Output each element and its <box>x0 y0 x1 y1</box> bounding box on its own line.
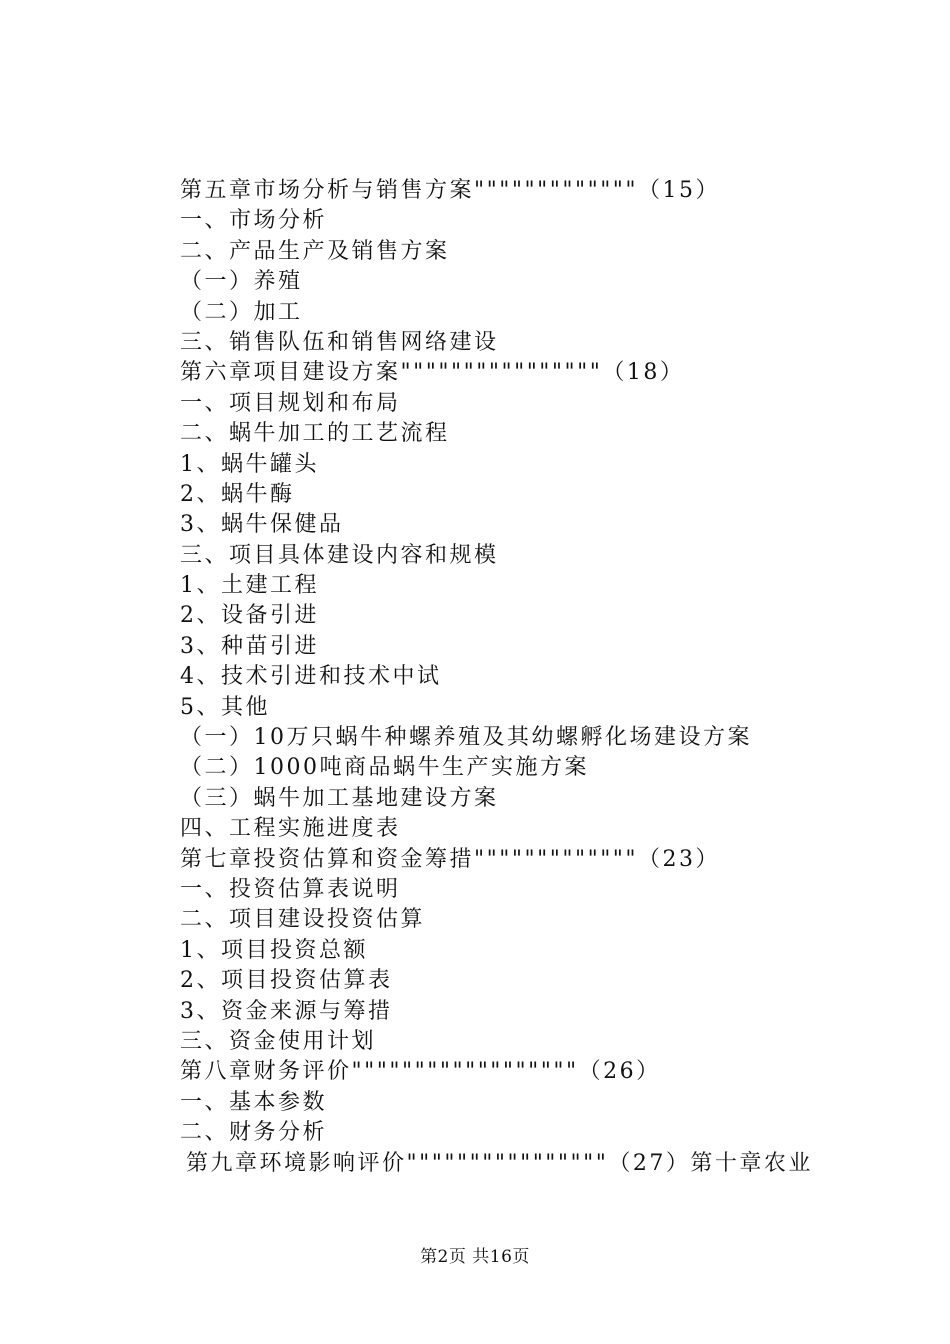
toc-line: 4、技术引进和技术中试 <box>180 664 442 690</box>
toc-line: 2、项目投资估算表 <box>180 968 393 994</box>
toc-line: 第九章环境影响评价""""""""""""""""（27）第十章农业 <box>186 1150 813 1176</box>
toc-line: 二、项目建设投资估算 <box>180 907 426 933</box>
toc-line: 一、市场分析 <box>180 208 328 234</box>
toc-line: 1、蜗牛罐头 <box>180 451 319 477</box>
toc-line: （一）10万只蜗牛种螺养殖及其幼螺孵化场建设方案 <box>180 725 752 751</box>
page-number-footer: 第2页 共16页 <box>420 1247 530 1267</box>
toc-line: 三、销售队伍和销售网络建设 <box>180 329 499 355</box>
toc-line: （二）加工 <box>180 299 303 325</box>
toc-line: 二、蜗牛加工的工艺流程 <box>180 421 450 447</box>
toc-line: 第六章项目建设方案""""""""""""""""（18） <box>180 360 685 386</box>
toc-line: 二、产品生产及销售方案 <box>180 238 450 264</box>
toc-line: （二）1000吨商品蜗牛生产实施方案 <box>180 755 589 781</box>
toc-line: 第八章财务评价""""""""""""""""""（26） <box>180 1059 661 1085</box>
toc-line: 二、财务分析 <box>180 1120 328 1146</box>
toc-line: 2、设备引进 <box>180 603 319 629</box>
toc-line: 3、种苗引进 <box>180 633 319 659</box>
toc-line: 5、其他 <box>180 694 270 720</box>
toc-line: （三）蜗牛加工基地建设方案 <box>180 785 499 811</box>
toc-line: 一、项目规划和布局 <box>180 390 401 416</box>
toc-line: 四、工程实施进度表 <box>180 816 401 842</box>
toc-line: 一、基本参数 <box>180 1089 328 1115</box>
toc-line: 三、项目具体建设内容和规模 <box>180 542 499 568</box>
toc-line: （一）养殖 <box>180 269 303 295</box>
toc-line: 1、项目投资总额 <box>180 937 368 963</box>
toc-line: 2、蜗牛酶 <box>180 481 295 507</box>
toc-line: 一、投资估算表说明 <box>180 876 401 902</box>
toc-line: 1、土建工程 <box>180 573 319 599</box>
table-of-contents <box>180 176 880 1179</box>
toc-line: 第七章投资估算和资金筹措"""""""""""""（23） <box>180 846 721 872</box>
toc-line: 3、资金来源与筹措 <box>180 998 393 1024</box>
toc-line: 3、蜗牛保健品 <box>180 512 344 538</box>
toc-line: 第五章市场分析与销售方案"""""""""""""（15） <box>180 178 721 203</box>
toc-line: 三、资金使用计划 <box>180 1028 377 1054</box>
